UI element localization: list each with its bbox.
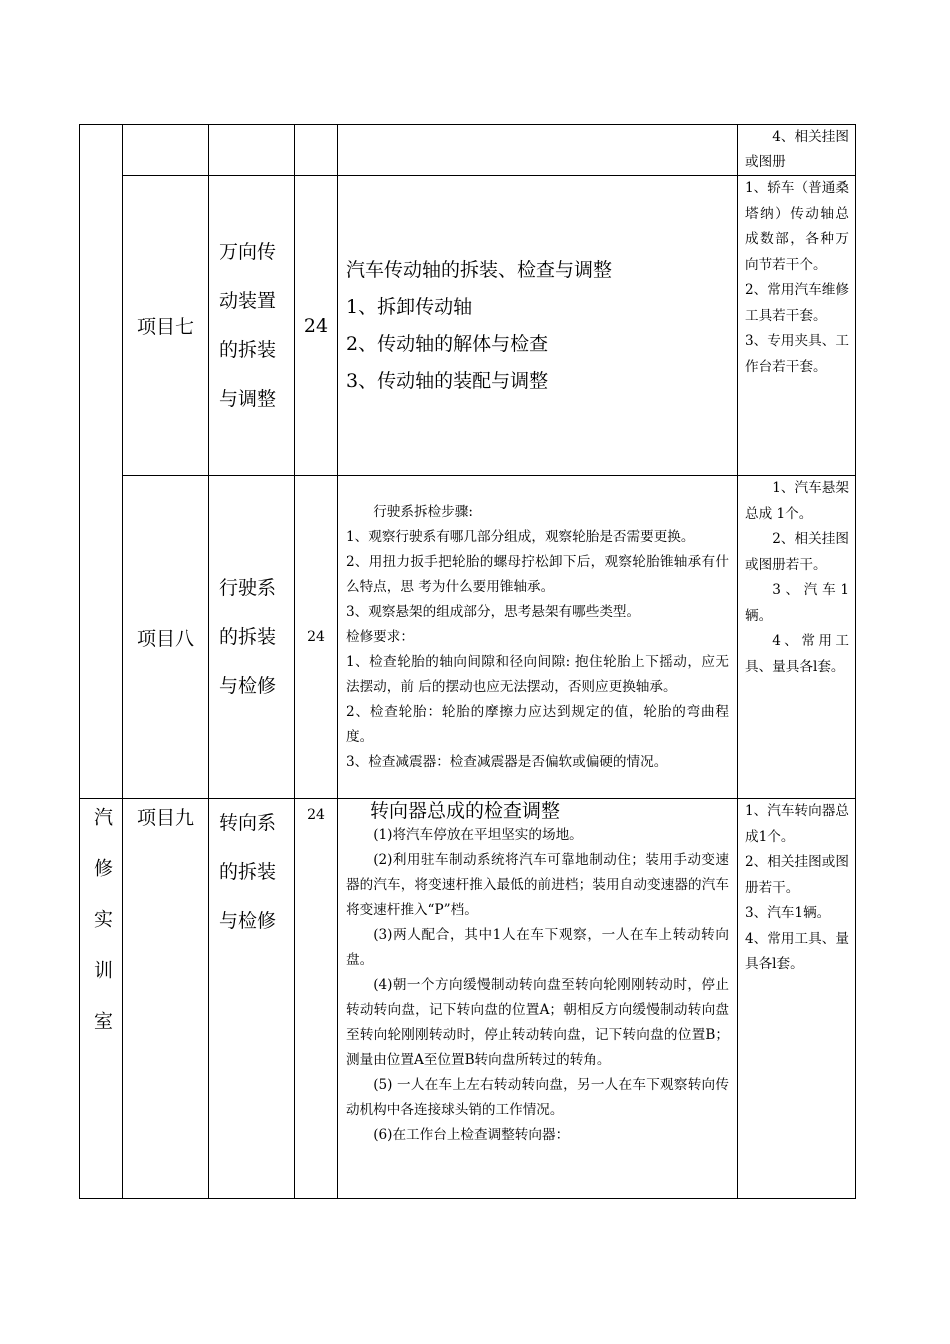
content-line: 1、拆卸传动轴 [346,295,473,318]
content-cell [338,799,738,1199]
content-cell [338,125,738,176]
resource-item: 1、汽车悬架总成 1个。 [745,480,849,522]
content-line: (3)两人配合，其中1人在车下观察，一人在车上转动转向盘。 [346,927,729,968]
room-cell-empty [80,125,123,799]
resource-item: 3、汽车1辆。 [745,582,849,624]
hours-cell: 24 [295,176,338,476]
resource-item: 4、常用工具、量具各l套。 [745,633,849,675]
resource-item: 4、相关挂图或图册 [745,129,849,170]
content-line: 行驶系拆检步骤: [373,503,473,520]
name-cell: 转向系的拆装与检修 [209,799,295,1199]
table-row [80,125,856,176]
resource-item: 2、相关挂图或图册若干。 [745,854,849,896]
content-line: 2、检查轮胎：轮胎的摩擦力应达到规定的值，轮胎的弯曲程度。 [346,703,729,745]
name-cell: 万向传动装置的拆装与调整 [209,176,295,476]
content-line: 1、观察行驶系有哪几部分组成，观察轮胎是否需要更换。 [346,528,695,545]
content-line: 检修要求： [346,628,414,645]
table-row [80,176,856,476]
project-cell: 项目八 [123,476,209,799]
project-cell [123,125,209,176]
table-row [80,799,856,1199]
resource-item: 3、汽车1辆。 [745,905,831,921]
resource-item: 3、专用夹具、工作台若干套。 [745,333,849,375]
project-cell: 项目九 [123,799,209,1199]
content-line: 1、检查轮胎的轴向间隙和径向间隙: 抱住轮胎上下摇动，应无法摆动，前 后的摆动也应无法摆动，否则应更换轴承。 [346,653,729,695]
resource-item: 2、常用汽车维修工具若干套。 [745,282,849,324]
name-cell [209,125,295,176]
resources-cell [738,799,856,1199]
resources-cell [738,476,856,799]
resource-item: 1、轿车（普通桑塔纳）传动轴总成数部，各种万向节若干个。 [745,180,849,273]
course-table [79,124,856,1199]
content-line: 3、传动轴的装配与调整 [346,369,549,392]
content-line: 3、检查减震器：检查减震器是否偏软或偏硬的情况。 [346,753,668,770]
resources-cell [738,176,856,476]
content-line: (1)将汽车停放在平坦坚实的场地。 [373,827,583,843]
content-line: 汽车传动轴的拆装、检查与调整 [346,258,613,281]
content-line: 2、用扭力扳手把轮胎的螺母拧松卸下后，观察轮胎锥轴承有什么特点，思 考为什么要用锥轴承。 [346,553,729,595]
content-line: (2)利用驻车制动系统将汽车可靠地制动住；装用手动变速器的汽车，将变速杆推入最低的前进档；装用自动变速器的汽车将变速杆推入“P”档。 [346,852,729,918]
hours-cell: 24 [295,476,338,799]
content-cell [338,176,738,476]
resources-cell [738,125,856,176]
room-label: 汽修实训室 [91,807,113,1062]
content-cell [338,476,738,799]
hours-cell: 24 [295,799,338,1199]
content-line: (6)在工作台上检查调整转向器： [373,1127,570,1143]
content-title: 转向器总成的检查调整 [370,800,561,822]
room-cell [80,799,123,1199]
content-line: (4)朝一个方向缓慢制动转向盘至转向轮刚刚转动时，停止转动转向盘，记下转向盘的位置A；朝相反方向缓慢制动转向盘至转向轮刚刚转动时，停止转动转向盘，记下转向盘的位置B；测量由位置A至位置B转向盘所转过的转角。 [346,977,729,1068]
content-line: 3、观察悬架的组成部分，思考悬架有哪些类型。 [346,603,641,620]
hours-cell [295,125,338,176]
resource-item: 2、相关挂图或图册若干。 [745,531,849,573]
name-cell: 行驶系的拆装与检修 [209,476,295,799]
project-cell: 项目七 [123,176,209,476]
content-line: (5) 一人在车上左右转动转向盘，另一人在车下观察转向传动机构中各连接球头销的工作情况。 [346,1077,729,1118]
table-row [80,476,856,799]
content-line: 2、传动轴的解体与检查 [346,332,549,355]
resource-item: 4、常用工具、量具各l套。 [745,930,849,972]
resource-item: 1、汽车转向器总成1个。 [745,803,849,845]
